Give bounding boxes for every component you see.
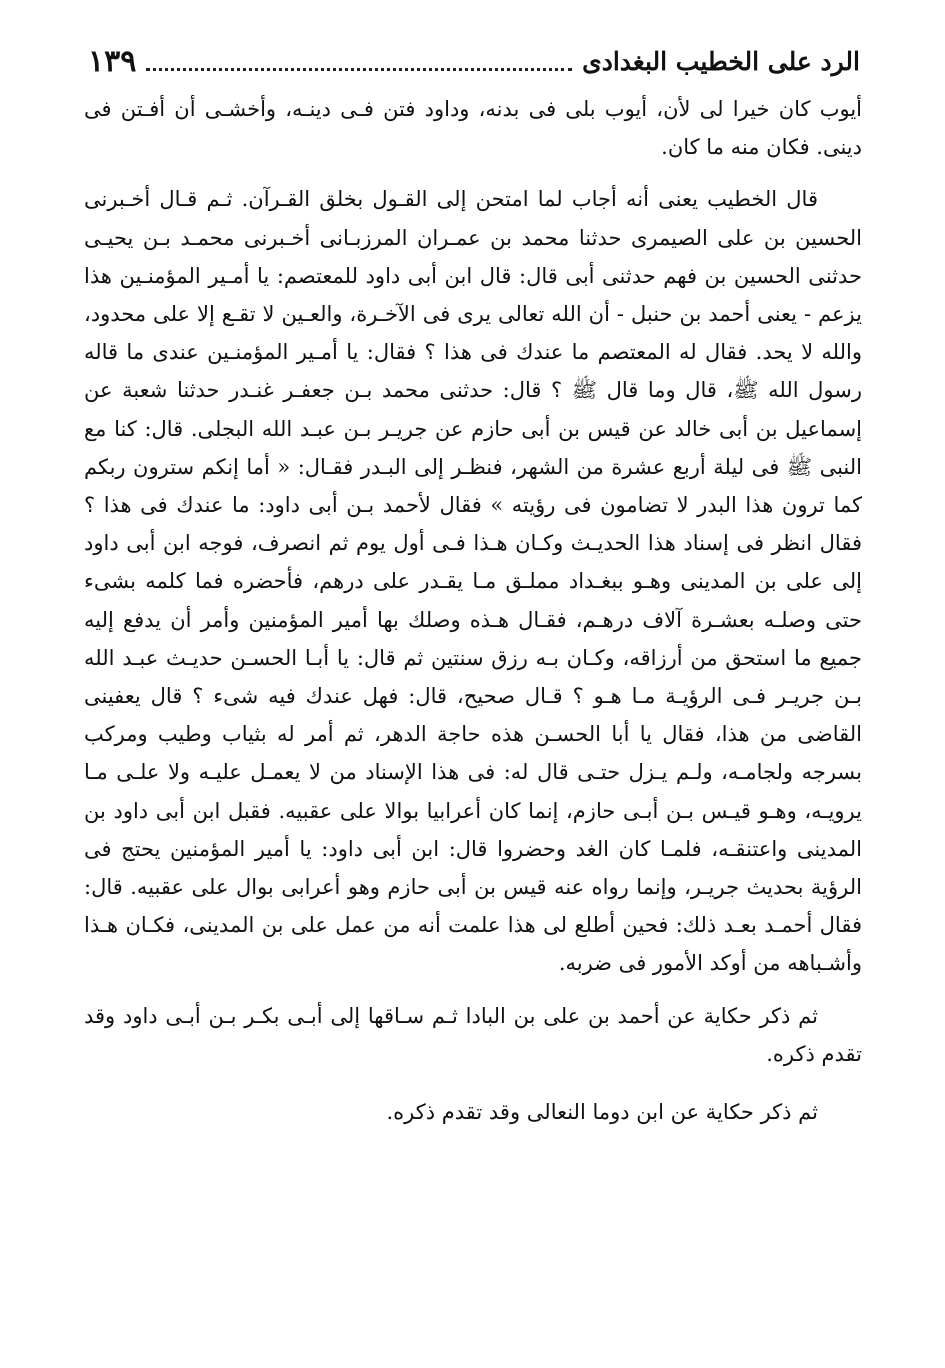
paragraph-main: قال الخطيب يعنى أنه أجاب لما امتحن إلى القـول بخلق القـرآن. ثـم قـال أخـبرنى الحسين بن على الصيمرى حدثنا محمد بن عمـران المرزبـانى أخـبرنى محمـد بـن يحيـى حدثنى الحسين بن فهم حدثنى أبى قال: قال ابن أبى داود للمعتصم: يا أمـير المؤمنـين هذا يزعم - يعنى أحمد بن حنبل - أن الله تعالى يرى فى الآخـرة، والعـين لا تقـع إلا على محدود، والله لا يحد. فقال له المعتصم ما عندك فى هذا ؟ فقال: يا أمـير المؤمنـين عندى ما قاله رسول الله ﷺ، قال وما قال ﷺ ؟ قال: حدثنى محمد بـن جعفـر غنـدر حدثنا شعبة عن إسماعيل بن أبى خالد عن قيس بن أبى حازم عن جريـر بـن عبـد الله البجلى. قال: كنا مع النبى ﷺ فى ليلة أربع عشرة من الشهر، فنظـر إلى البـدر فقـال: « أما إنكم سترون ربكم كما ترون هذا البدر لا تضامون فى رؤيته » فقال لأحمد بـن أبى داود: ما عندك فى هذا ؟ فقال انظر فى إسناد هذا الحديـث وكـان هـذا فـى أول يوم ثم انصرف، فوجه ابن أبى داود إلى على بن المدينى وهـو ببغـداد مملـق مـا يقـدر على درهم، فأحضره فما كلمه بشىء حتى وصلـه بعشـرة آلاف درهـم، فقـال هـذه وصلك بها أمير المؤمنين وأمر أن يدفع إليه جميع ما استحق من أرزاقه، وكـان بـه رزق سنتين ثم قال: يا أبـا الحسـن حديـث عبـد الله بـن جريـر فـى الرؤيـة مـا هـو ؟ قـال صحيح، قال: فهل عندك فيه شىء ؟ قال يعفينى القاضى من هذا، فقال يا أبا الحسـن هذه حاجة الدهر، ثم أمر له بثياب وطيب ومركب بسرجه ولجامـه، ولـم يـزل حتـى قال له: فى هذا الإسناد من لا يعمـل عليـه ولا علـى مـا يرويـه، وهـو قيـس بـن أبـى حازم، إنما كان أعرابيا بوالا على عقبيه. فقبل ابن أبى داود بن المدينى واعتنقـه، فلمـا كان الغد وحضروا قال: ابن أبى داود: يا أمير المؤمنين يحتج فى الرؤية بحديث جريـر، وإنما رواه عنه قيس بن أبى حازم وهو أعرابى بوال على عقبيه. قال: فقال أحمـد بعـد ذلك: فحين أطلع لى هذا علمت أنه من عمل على بن المدينى، فكـان هـذا وأشـباهه من أوكد الأمور فى ضربه. — [84, 187, 862, 976]
paragraph-albada: ثم ذكر حكاية عن أحمد بن على بن البادا ثـم سـاقها إلى أبـى بكـر بـن أبـى داود وقد تقدم ذكره. — [84, 1003, 862, 1066]
paragraph-gap — [84, 1073, 862, 1093]
paragraph-nu-ali: ثم ذكر حكاية عن ابن دوما النعالى وقد تقدم ذكره. — [386, 1100, 818, 1125]
page-header — [88, 38, 860, 84]
leader-dots — [146, 52, 572, 71]
body-text — [84, 90, 862, 1131]
paragraph-continuation: أيوب كان خيرا لى لأن، أيوب بلى فى بدنه، وداود فتن فـى دينـه، وأخشـى أن أفـتن فى دينى. فكان منه ما كان. — [84, 97, 862, 160]
paragraph-gap — [84, 983, 862, 997]
running-title: الرد على الخطيب البغدادى — [582, 46, 860, 76]
page-number: ١٣٩ — [88, 43, 137, 79]
paragraph-gap — [84, 166, 862, 180]
